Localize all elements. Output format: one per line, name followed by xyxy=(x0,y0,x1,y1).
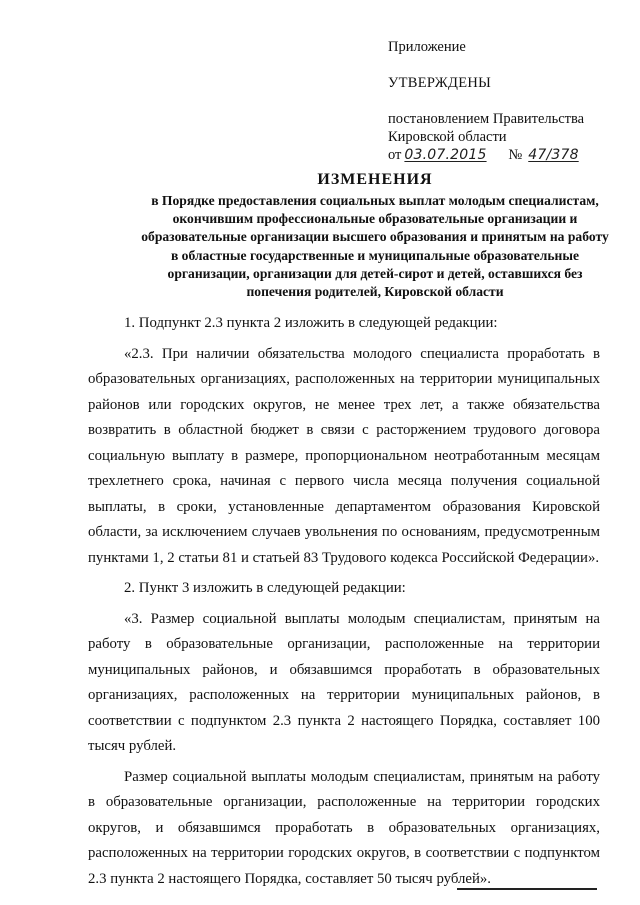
approval-block xyxy=(388,38,628,164)
handwritten-date: 03.07.2015 xyxy=(404,147,487,163)
paragraph-subclause-2-3: «2.3. При наличии обязательства молодого специалиста проработать в образовательных организациях, расположенных на территории муниципальных районов или городских округов, не менее трех лет, а также обязательства возвратить в областной бюджет в связи с расторжением трудового договора социальную выплату в размере, пропорциональном неотработанным месяцам трехлетнего срока, начиная с первого числа месяца получения социальной выплаты, в сроки, установленные департаментом образования Кировской области, за исключением случаев увольнения по основаниям, предусмотренным пунктами 1, 2 статьи 81 и статьей 83 Трудового кодекса Российской Федерации». xyxy=(88,345,600,566)
decree-line: постановлением Правительства xyxy=(388,111,585,127)
handwritten-number: 47/378 xyxy=(528,147,579,163)
number-label: № xyxy=(508,147,523,163)
region-line: Кировской области xyxy=(388,129,507,145)
date-prefix: от xyxy=(388,147,402,163)
paragraph-clause-3-cont: Размер социальной выплаты молодым специалистам, принятым на работу в образовательные организации, расположенные на территории городских округов, и обязавшимся проработать в образовательных организациях, расположенных на территории городских округов, в соответствии с подпунктом 2.3 пункта 2 настоящего Порядка, составляет 50 тысяч рублей». xyxy=(88,768,600,887)
date-number-line xyxy=(388,146,628,164)
paragraph-item-1: 1. Подпункт 2.3 пункта 2 изложить в следующей редакции: xyxy=(124,315,498,331)
heading-title: ИЗМЕНЕНИЯ xyxy=(317,171,433,188)
bottom-rule xyxy=(457,888,597,890)
paragraph-item-2: 2. Пункт 3 изложить в следующей редакции: xyxy=(124,580,406,596)
approved-label: УТВЕРЖДЕНЫ xyxy=(388,75,492,91)
heading-subtitle: в Порядке предоставления социальных выплат молодым специалистам, окончившим профессиональные образовательные организации и образовательные организации высшего образования и принятым на работу в областные государственные и муниципальные образовательные организации, организации для детей-сирот и детей, оставшихся без попечения родителей, Кировской области xyxy=(141,193,609,300)
document-body xyxy=(88,311,600,892)
paragraph-clause-3: «3. Размер социальной выплаты молодым специалистам, принятым на работу в образовательные организации, расположенные на территории муниципальных районов, и обязавшимся проработать в образовательных организациях, расположенных на территории муниципальных районов, в соответствии с подпунктом 2.3 пункта 2 настоящего Порядка, составляет 100 тысяч рублей. xyxy=(88,610,600,754)
document-heading xyxy=(140,170,610,301)
appendix-label: Приложение xyxy=(388,39,466,55)
